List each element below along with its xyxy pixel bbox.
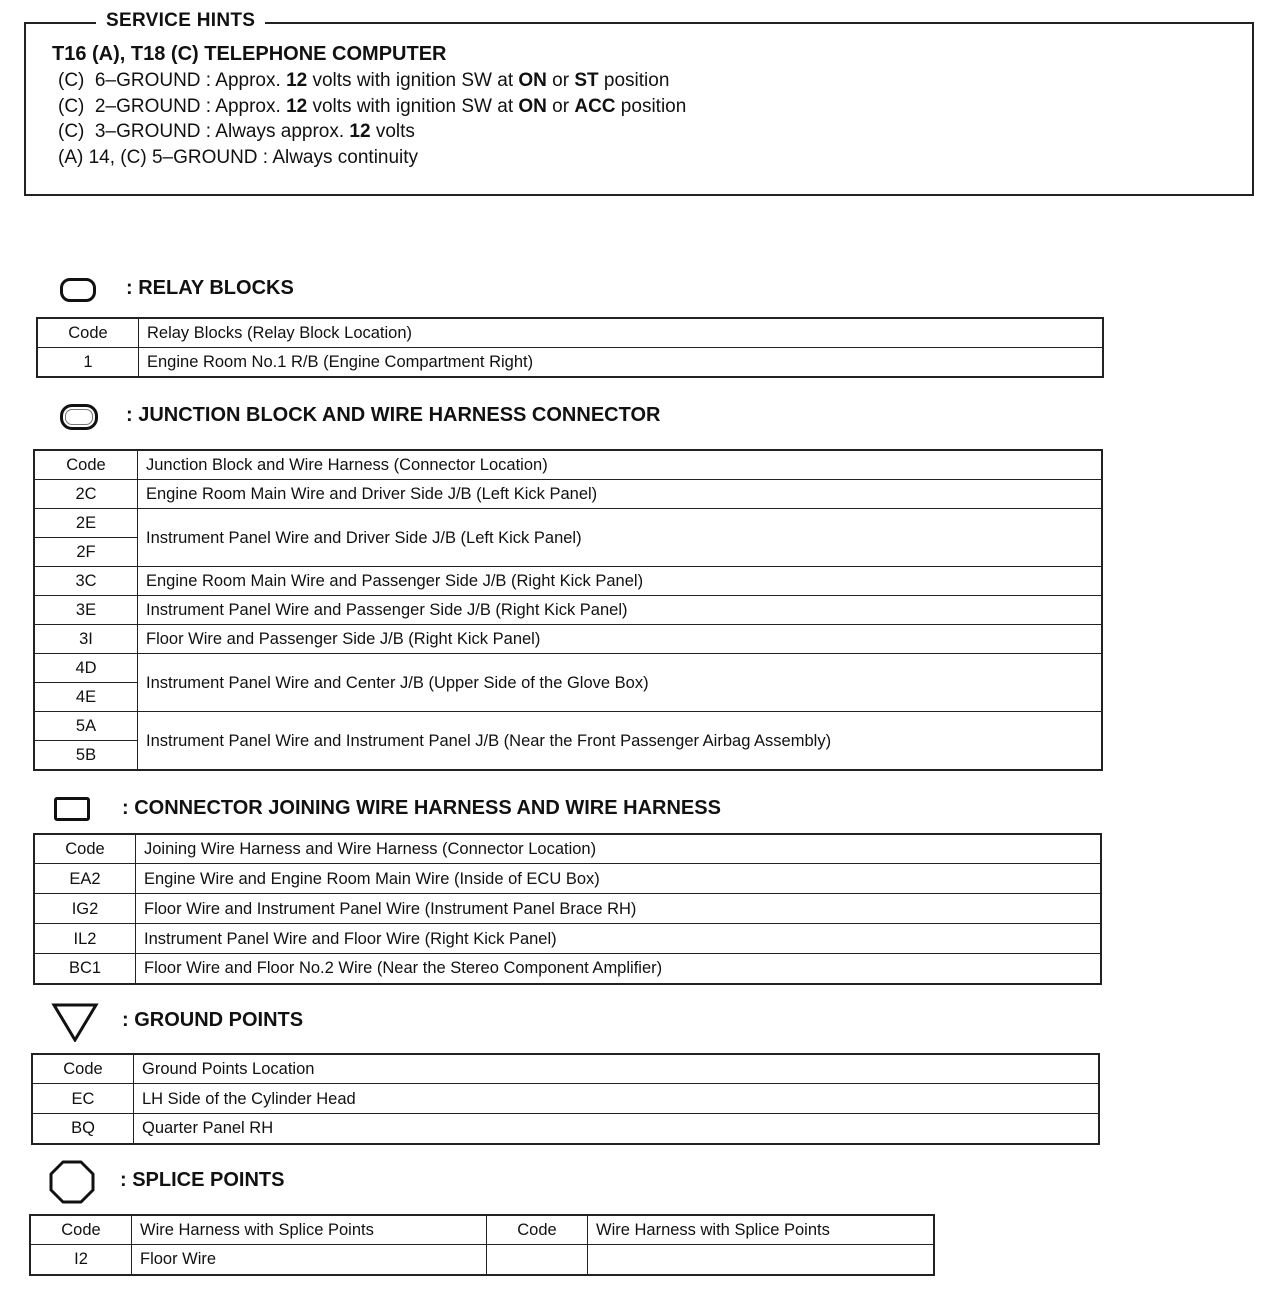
code-header: Code <box>32 1054 134 1084</box>
service-hint-line <box>58 96 686 118</box>
connector-table <box>33 833 1102 985</box>
table-row <box>34 864 1101 894</box>
code-header: Code <box>34 450 138 480</box>
location-cell: Floor Wire <box>132 1245 487 1275</box>
code-cell: 5B <box>34 741 138 771</box>
table-row <box>34 954 1101 984</box>
code-cell: BC1 <box>34 954 136 984</box>
location-cell: Engine Room Main Wire and Passenger Side J/B (Right Kick Panel) <box>138 567 1103 596</box>
location-cell <box>588 1245 935 1275</box>
code-cell: IL2 <box>34 924 136 954</box>
table-row <box>34 625 1102 654</box>
location-header-2: Wire Harness with Splice Points <box>588 1215 935 1245</box>
relay-table <box>36 317 1104 378</box>
location-cell: Instrument Panel Wire and Floor Wire (Right Kick Panel) <box>136 924 1102 954</box>
code-cell: 4E <box>34 683 138 712</box>
code-cell: 2C <box>34 480 138 509</box>
location-header: Junction Block and Wire Harness (Connector Location) <box>138 450 1103 480</box>
code-cell: 3C <box>34 567 138 596</box>
table-row <box>34 654 1102 683</box>
splice-point-symbol <box>49 1160 95 1204</box>
splice-section-title: : SPLICE POINTS <box>120 1169 285 1191</box>
table-row <box>34 567 1102 596</box>
hint-text: volts with ignition SW at <box>307 96 519 117</box>
hint-emphasis: ON <box>518 96 547 117</box>
table-row <box>32 1084 1099 1114</box>
connector-symbol <box>54 797 90 821</box>
code-header: Code <box>34 834 136 864</box>
code-cell: 5A <box>34 712 138 741</box>
junction-table <box>33 449 1103 771</box>
hint-text: (C) 3–GROUND : Always approx. <box>58 121 350 142</box>
junction-block-symbol <box>60 404 98 430</box>
code-cell: 2F <box>34 538 138 567</box>
hint-text: volts with ignition SW at <box>307 70 519 91</box>
hint-text: (A) 14, (C) 5–GROUND : Always continuity <box>58 147 419 168</box>
location-header: Ground Points Location <box>134 1054 1100 1084</box>
code-cell: I2 <box>30 1245 132 1275</box>
table-header-row <box>30 1215 934 1245</box>
table-row <box>37 348 1103 378</box>
hint-text: or <box>546 70 575 91</box>
code-cell: 2E <box>34 509 138 538</box>
table-header-row <box>34 450 1102 480</box>
code-cell: 4D <box>34 654 138 683</box>
code-cell <box>487 1245 588 1275</box>
code-cell: EA2 <box>34 864 136 894</box>
table-row <box>34 480 1102 509</box>
location-cell: Engine Room No.1 R/B (Engine Compartment Right) <box>139 348 1104 378</box>
code-cell: 1 <box>37 348 139 378</box>
location-cell: LH Side of the Cylinder Head <box>134 1084 1100 1114</box>
table-row <box>34 596 1102 625</box>
code-cell: 3I <box>34 625 138 654</box>
service-hint-line <box>58 70 669 92</box>
location-cell: Engine Wire and Engine Room Main Wire (Inside of ECU Box) <box>136 864 1102 894</box>
location-cell: Floor Wire and Passenger Side J/B (Right Kick Panel) <box>138 625 1103 654</box>
hint-emphasis: ST <box>574 70 599 91</box>
ground-section-title: : GROUND POINTS <box>122 1009 304 1031</box>
hint-text: volts <box>370 121 415 142</box>
hint-text: (C) 6–GROUND : Approx. <box>58 70 287 91</box>
location-header: Wire Harness with Splice Points <box>132 1215 487 1245</box>
hint-text: position <box>598 70 670 91</box>
hint-text: (C) 2–GROUND : Approx. <box>58 96 287 117</box>
location-cell: Instrument Panel Wire and Instrument Panel J/B (Near the Front Passenger Airbag Assembly) <box>138 712 1103 771</box>
hint-text: or <box>546 96 575 117</box>
service-hint-line <box>58 121 415 143</box>
connector-section-title: : CONNECTOR JOINING WIRE HARNESS AND WIRE HARNESS <box>122 797 721 819</box>
hint-emphasis: 12 <box>286 70 308 91</box>
hint-text: position <box>615 96 687 117</box>
table-row <box>34 924 1101 954</box>
service-hints-title: T16 (A), T18 (C) TELEPHONE COMPUTER <box>52 43 447 65</box>
code-header-2: Code <box>487 1215 588 1245</box>
table-row <box>34 509 1102 538</box>
relay-section-title: : RELAY BLOCKS <box>126 277 294 299</box>
code-cell: BQ <box>32 1114 134 1144</box>
location-cell: Floor Wire and Floor No.2 Wire (Near the Stereo Component Amplifier) <box>136 954 1102 984</box>
service-hints-legend: SERVICE HINTS <box>96 10 265 32</box>
code-cell: IG2 <box>34 894 136 924</box>
table-header-row <box>32 1054 1099 1084</box>
service-hint-line <box>58 147 418 169</box>
code-header: Code <box>30 1215 132 1245</box>
table-header-row <box>34 834 1101 864</box>
table-row <box>30 1245 934 1275</box>
code-cell: EC <box>32 1084 134 1114</box>
location-cell: Quarter Panel RH <box>134 1114 1100 1144</box>
table-header-row <box>37 318 1103 348</box>
table-row <box>34 894 1101 924</box>
splice-table <box>29 1214 935 1276</box>
location-cell: Engine Room Main Wire and Driver Side J/B (Left Kick Panel) <box>138 480 1103 509</box>
hint-emphasis: 12 <box>349 121 371 142</box>
location-cell: Floor Wire and Instrument Panel Wire (Instrument Panel Brace RH) <box>136 894 1102 924</box>
code-cell: 3E <box>34 596 138 625</box>
hint-emphasis: 12 <box>286 96 308 117</box>
location-header: Relay Blocks (Relay Block Location) <box>139 318 1104 348</box>
ground-table <box>31 1053 1100 1145</box>
location-cell: Instrument Panel Wire and Driver Side J/B (Left Kick Panel) <box>138 509 1103 567</box>
hint-emphasis: ACC <box>574 96 616 117</box>
junction-section-title: : JUNCTION BLOCK AND WIRE HARNESS CONNECTOR <box>126 404 661 426</box>
table-row <box>32 1114 1099 1144</box>
location-cell: Instrument Panel Wire and Passenger Side J/B (Right Kick Panel) <box>138 596 1103 625</box>
code-header: Code <box>37 318 139 348</box>
location-header: Joining Wire Harness and Wire Harness (Connector Location) <box>136 834 1102 864</box>
ground-point-symbol <box>51 1002 99 1042</box>
location-cell: Instrument Panel Wire and Center J/B (Upper Side of the Glove Box) <box>138 654 1103 712</box>
hint-emphasis: ON <box>518 70 547 91</box>
table-row <box>34 712 1102 741</box>
relay-block-symbol <box>60 278 96 302</box>
